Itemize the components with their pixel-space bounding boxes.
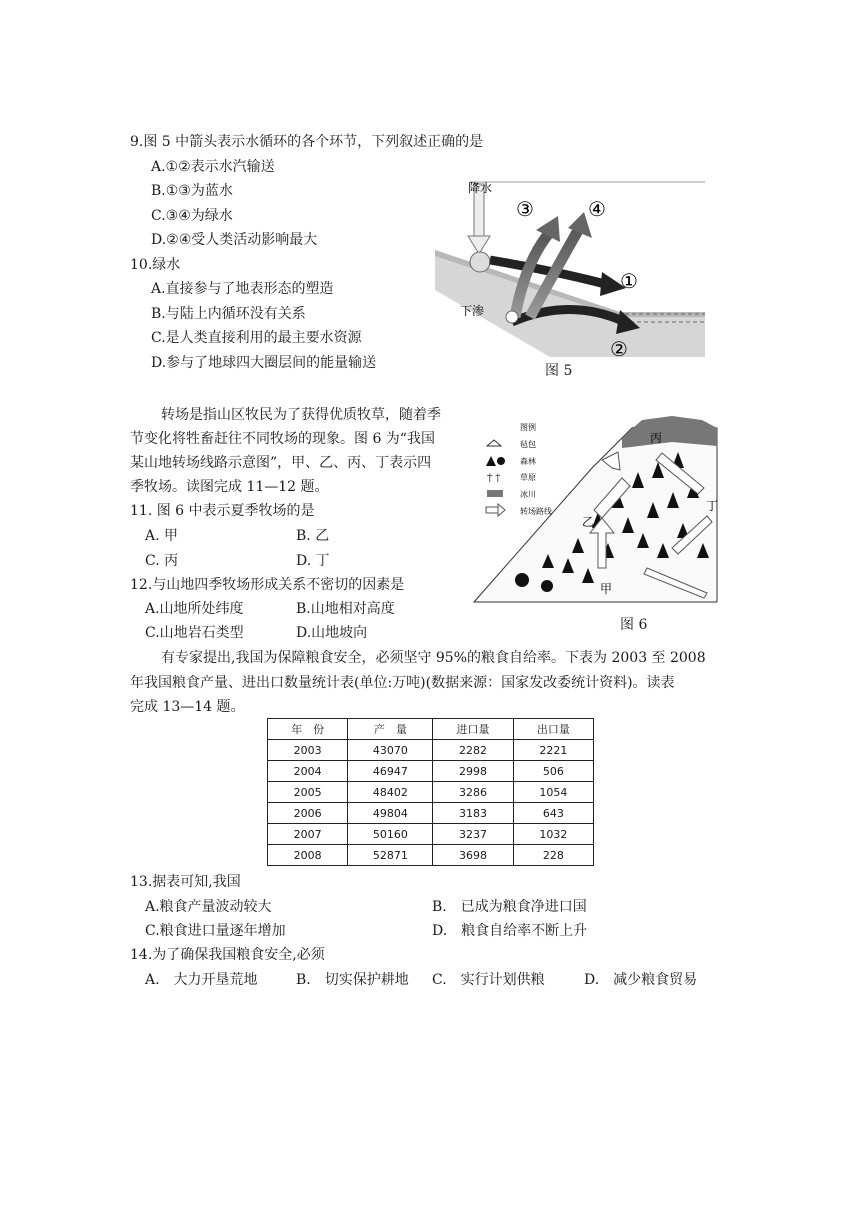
passage2-line3: 完成 13—14 题。 — [130, 699, 245, 715]
q12-stem: 12.与山地四季牧场形成关系不密切的因素是 — [130, 577, 405, 593]
table-row — [268, 782, 594, 803]
q14-option-a: A. 大力开垦荒地 — [145, 972, 258, 988]
legend-route: 转场路线 — [520, 507, 552, 516]
cell-import: 2282 — [433, 740, 513, 761]
q10-option-c: C.是人类直接利用的最主要水资源 — [151, 330, 362, 346]
q10-option-d: D.参与了地球四大圈层间的能量输送 — [151, 355, 377, 371]
q10-stem: 10.绿水 — [130, 257, 181, 273]
cell-output: 46947 — [348, 761, 433, 782]
q9-option-c: C.③④为绿水 — [151, 208, 233, 224]
table-row — [268, 761, 594, 782]
glacier-icon — [487, 490, 503, 497]
cell-year: 2003 — [268, 740, 348, 761]
legend-title: 图例 — [520, 423, 536, 432]
header-year: 年 份 — [268, 719, 348, 740]
yurt-icon — [487, 440, 501, 446]
q14-stem: 14.为了确保我国粮食安全,必须 — [130, 947, 325, 963]
place-jia: 甲 — [600, 582, 613, 596]
passage1-line3: 某山地转场线路示意图”，甲、乙、丙、丁表示四 — [130, 455, 432, 471]
cell-year: 2005 — [268, 782, 348, 803]
cell-export: 1032 — [513, 824, 593, 845]
cell-year: 2006 — [268, 803, 348, 824]
header-import: 进口量 — [433, 719, 513, 740]
header-export: 出口量 — [513, 719, 593, 740]
table-row — [268, 824, 594, 845]
q13-option-b: B. 已成为粮食净进口国 — [432, 899, 587, 915]
passage2-line1: 有专家提出,我国为保障粮食安全，必须坚守 95%的粮食自给率。下表为 2003 至 2008 — [161, 650, 706, 666]
cell-export: 506 — [513, 761, 593, 782]
passage1-line1: 转场是指山区牧民为了获得优质牧草，随着季 — [161, 407, 441, 423]
grass-icon: Ϯ ϯ — [487, 473, 501, 483]
table-row — [268, 845, 594, 866]
mark-4: ④ — [588, 197, 606, 221]
header-output: 产 量 — [348, 719, 433, 740]
forest-icon — [486, 456, 505, 466]
cell-export: 2221 — [513, 740, 593, 761]
cell-export: 643 — [513, 803, 593, 824]
q14-option-c: C. 实行计划供粮 — [432, 972, 545, 988]
transhumance-figure — [472, 408, 722, 604]
place-ding: 丁 — [706, 499, 719, 513]
q11-option-c: C. 丙 — [145, 553, 179, 569]
fig5-caption: 图 5 — [545, 363, 573, 379]
cell-output: 48402 — [348, 782, 433, 803]
infiltration-point — [470, 252, 490, 272]
cell-year: 2007 — [268, 824, 348, 845]
water-cycle-figure — [430, 172, 710, 362]
cell-import: 3286 — [433, 782, 513, 803]
mark-1: ① — [620, 269, 638, 293]
cell-import: 3698 — [433, 845, 513, 866]
q9-option-b: B.①③为蓝水 — [151, 183, 233, 199]
place-yi: 乙 — [582, 515, 595, 529]
q12-option-b: B.山地相对高度 — [296, 601, 395, 617]
legend-yurt: 毡包 — [520, 440, 536, 449]
table-row — [268, 803, 594, 824]
cell-export: 1054 — [513, 782, 593, 803]
q11-option-b: B. 乙 — [296, 528, 330, 544]
q11-stem: 11. 图 6 中表示夏季牧场的是 — [130, 503, 315, 519]
q13-option-d: D. 粮食自给率不断上升 — [432, 923, 588, 939]
passage1-line2: 节变化将牲畜赶往不同牧场的现象。图 6 为“我国 — [130, 431, 435, 447]
cell-output: 43070 — [348, 740, 433, 761]
q10-option-b: B.与陆上内循环没有关系 — [151, 306, 306, 322]
q13-option-c: C.粮食进口量逐年增加 — [145, 923, 286, 939]
rain-label: 降水 — [468, 181, 493, 195]
legend-forest: 森林 — [520, 457, 536, 466]
cell-export: 228 — [513, 845, 593, 866]
q13-stem: 13.据表可知,我国 — [130, 874, 241, 890]
seep-label: 下渗 — [460, 304, 485, 318]
q12-option-c: C.山地岩石类型 — [145, 625, 244, 641]
q13-option-a: A.粮食产量波动较大 — [145, 899, 272, 915]
passage2-line2: 年我国粮食产量、进出口数量统计表(单位:万吨)(数据来源：国家发改委统计资料)。读表 — [130, 675, 675, 691]
q10-option-a: A.直接参与了地表形态的塑造 — [151, 281, 334, 297]
q14-option-b: B. 切实保护耕地 — [296, 972, 409, 988]
place-bing: 丙 — [650, 431, 663, 445]
q11-option-d: D. 丁 — [296, 553, 330, 569]
q11-option-a: A. 甲 — [145, 528, 179, 544]
mark-3: ③ — [516, 197, 534, 221]
q14-option-d: D. 减少粮食贸易 — [584, 972, 698, 988]
grain-statistics-table — [267, 718, 594, 866]
cell-import: 3183 — [433, 803, 513, 824]
q12-option-d: D.山地坡向 — [296, 625, 368, 641]
mark-2: ② — [610, 337, 628, 361]
cell-output: 52871 — [348, 845, 433, 866]
table-row — [268, 740, 594, 761]
legend-glacier: 冰川 — [520, 490, 536, 499]
cell-output: 50160 — [348, 824, 433, 845]
cell-year: 2004 — [268, 761, 348, 782]
q9-stem: 9.图 5 中箭头表示水循环的各个环节，下列叙述正确的是 — [130, 134, 484, 150]
q9-option-a: A.①②表示水汽输送 — [151, 159, 275, 175]
legend-grass: 草原 — [520, 473, 536, 482]
cell-output: 49804 — [348, 803, 433, 824]
table-header-row — [268, 719, 594, 740]
passage1-line4: 季牧场。读图完成 11—12 题。 — [130, 479, 329, 495]
cell-import: 2998 — [433, 761, 513, 782]
fig6-caption: 图 6 — [620, 617, 648, 633]
q9-option-d: D.②④受人类活动影响最大 — [151, 232, 318, 248]
cell-import: 3237 — [433, 824, 513, 845]
cell-year: 2008 — [268, 845, 348, 866]
q12-option-a: A.山地所处纬度 — [145, 601, 244, 617]
route-arrow-icon — [486, 504, 505, 516]
